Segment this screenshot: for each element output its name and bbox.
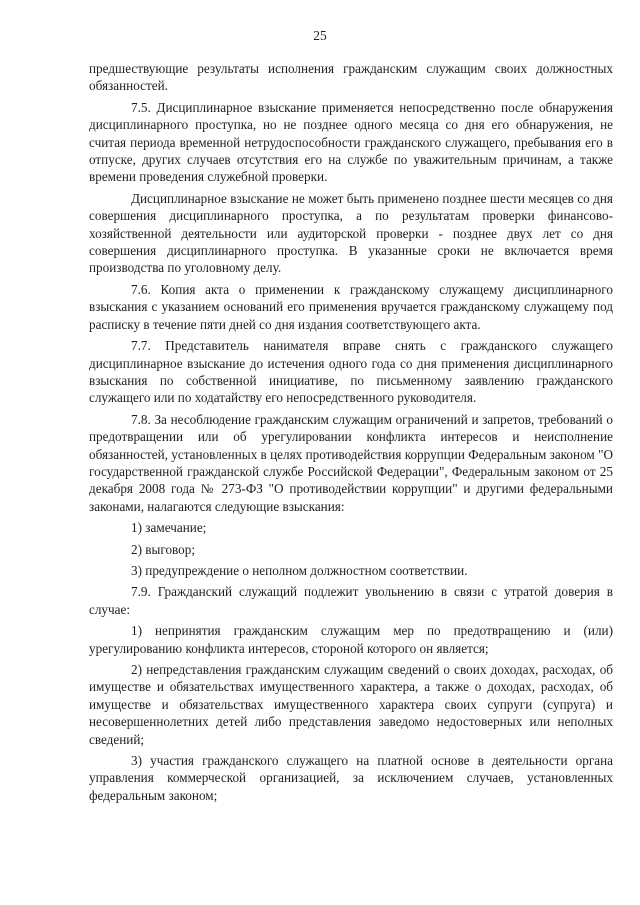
paragraph-disciplinary-deadline: Дисциплинарное взыскание не может быть применено позднее шести месяцев со дня совершения дисциплинарного проступка, а по результатам проверки финансово-хозяйственной деятельности или аудиторской проверки - позднее двух лет со дня совершения дисциплинарного проступка. В указанные сроки не включается время производства по уголовному делу. bbox=[89, 190, 613, 276]
paragraph-7-5: 7.5. Дисциплинарное взыскание применяется непосредственно после обнаружения дисциплинарного проступка, но не позднее одного месяца со дня его обнаружения, не считая периода временной нетрудоспособности гражданского служащего, пребывания его в отпуске, других случаев отсутствия его на службе по уважительным причинам, а также времени проведения служебной проверки. bbox=[89, 99, 613, 185]
document-body bbox=[89, 60, 613, 808]
list-item-income-declaration: 2) непредставления гражданским служащим сведений о своих доходах, расходах, об имуществе и обязательствах имущественного характера, а также о доходах, расходах, об имуществе и обязательствах имущественного характера своих супруги (супруга) и несовершеннолетних детей либо представления заведомо недостоверных или неполных сведений; bbox=[89, 662, 613, 747]
paragraph-continuation: предшествующие результаты исполнения гражданским служащим своих должностных обязанностей. bbox=[89, 61, 613, 94]
paragraph-7-6: 7.6. Копия акта о применении к гражданскому служащему дисциплинарного взыскания с указанием оснований его применения вручается гражданскому служащему под расписку в течение пяти дней со дня издания соответствующего акта. bbox=[89, 281, 613, 332]
page-number: 25 bbox=[313, 28, 327, 43]
paragraph-7-8: 7.8. За несоблюдение гражданским служащим ограничений и запретов, требований о предотвращении или об урегулировании конфликта интересов и неисполнение обязанностей, установленных в целях противодействия коррупции Федеральным законом "О государственной гражданской службе Российской Федерации", Федеральным законом от 25 декабря 2008 года № 273-ФЗ "О противодействии коррупции" и другими федеральными законами, налагаются следующие взыскания: bbox=[89, 411, 613, 514]
paragraph-7-7: 7.7. Представитель нанимателя вправе снять с гражданского служащего дисциплинарное взыскание до истечения одного года со дня применения дисциплинарного взыскания по собственной инициативе, по письменному заявлению гражданского служащего или по ходатайству его непосредственного руководителя. bbox=[89, 338, 613, 406]
list-item-rebuke: 2) выговор; bbox=[131, 541, 196, 557]
paragraph-7-9: 7.9. Гражданский служащий подлежит увольнению в связи с утратой доверия в случае: bbox=[89, 584, 613, 617]
list-item-reprimand: 1) замечание; bbox=[131, 520, 207, 536]
list-item-conflict-of-interest: 1) непринятия гражданским служащим мер по предотвращению и (или) урегулированию конфликта интересов, стороной которого он является; bbox=[89, 623, 613, 656]
list-item-commercial-activity: 3) участия гражданского служащего на платной основе в деятельности органа управления коммерческой организацией, за исключением случаев, установленных федеральным законом; bbox=[89, 753, 613, 803]
list-item-warning: 3) предупреждение о неполном должностном соответствии. bbox=[131, 562, 468, 578]
